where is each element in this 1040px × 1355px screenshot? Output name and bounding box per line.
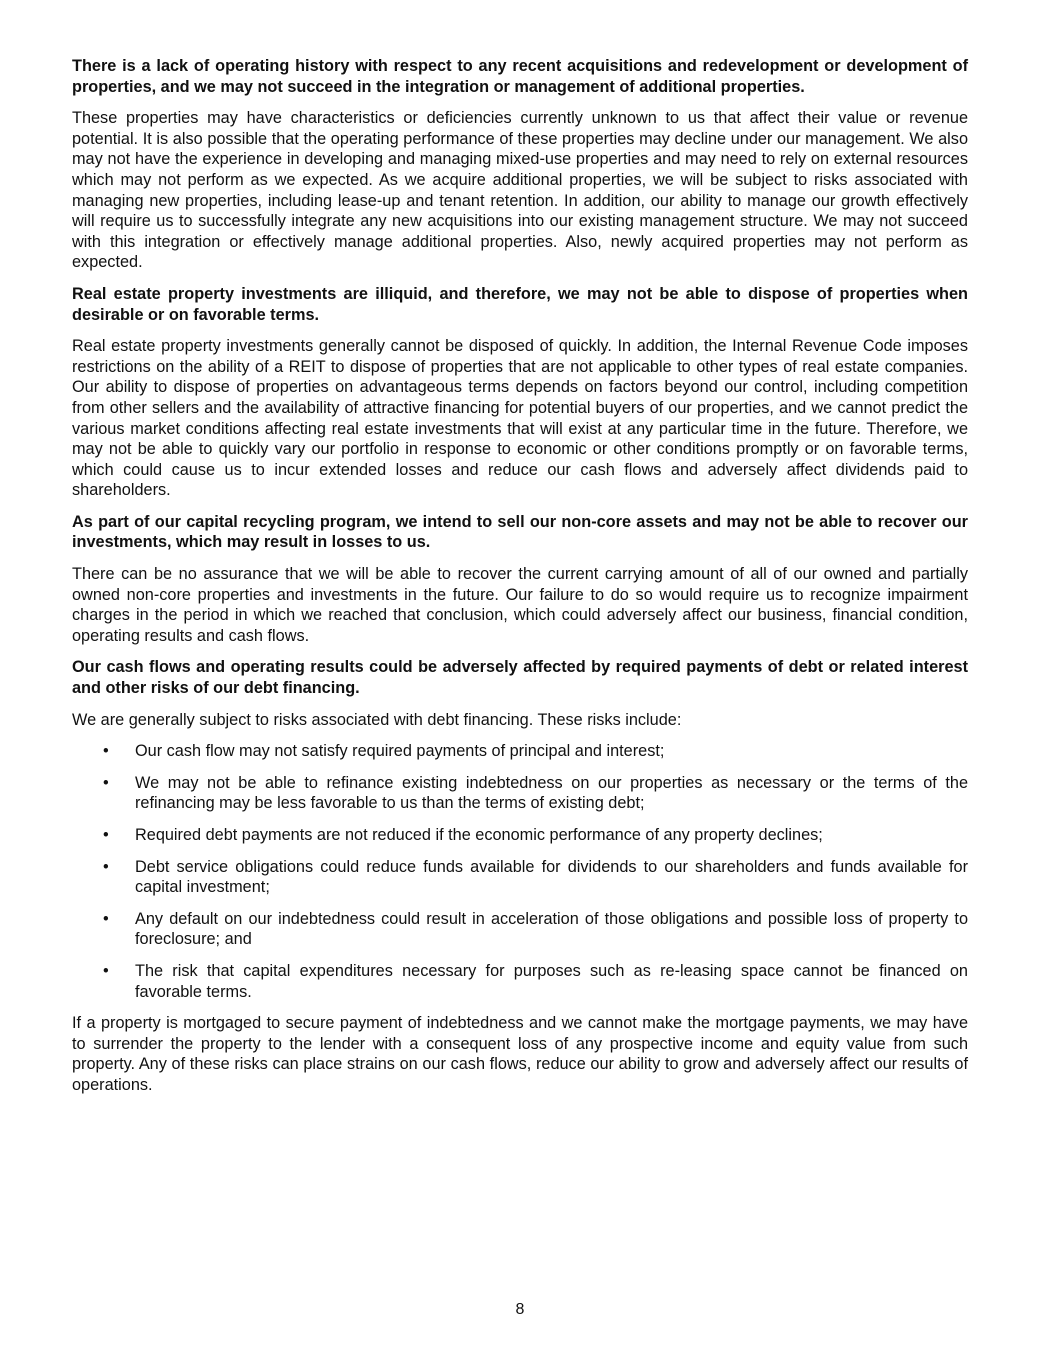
bullet-marker: • xyxy=(103,961,109,980)
section-body-illiquid-investments: Real estate property investments generally cannot be disposed of quickly. In addition, the Internal Revenue Code imposes restrictions on the ability of a REIT to dispose of properties that are not applicable to other types of real estate companies. Our ability to dispose of properties on advantageous terms depends on factors beyond our control, including competition from other sellers and the availability of attractive financing for potential buyers of our properties, and we cannot predict the various market conditions affecting real estate investments that will exist at any particular time in the future. Therefore, we may not be able to quickly vary our portfolio in response to economic or other conditions promptly or on favorable terms, which could cause us to incur extended losses and reduce our cash flows and adversely affect dividends paid to shareholders. xyxy=(72,337,968,500)
section-heading-illiquid-investments: Real estate property investments are illiquid, and therefore, we may not be able to dispose of properties when desirable or on favorable terms. xyxy=(72,284,968,324)
list-item-text: Debt service obligations could reduce funds available for dividends to our shareholders and funds available for capital investment; xyxy=(135,857,968,897)
list-item-text: Our cash flow may not satisfy required payments of principal and interest; xyxy=(135,742,665,761)
list-item xyxy=(72,741,968,762)
section-body-operating-history: These properties may have characteristics or deficiencies currently unknown to us that affect their value or revenue potential. It is also possible that the operating performance of these properties may decline under our management. We also may not have the experience in developing and managing mixed-use properties and may need to rely on external resources which may not perform as we expected. As we acquire additional properties, we will be subject to risks associated with managing new properties, including lease-up and tenant retention. In addition, our ability to manage our growth effectively will require us to successfully integrate any new acquisitions into our existing management structure. We may not succeed with this integration or effectively manage additional properties. Also, newly acquired properties may not perform as expected. xyxy=(72,109,968,272)
bullet-marker: • xyxy=(103,857,109,876)
section-heading-debt-financing: Our cash flows and operating results could be adversely affected by required payments of debt or related interest and other risks of our debt financing. xyxy=(72,658,968,698)
bullet-marker: • xyxy=(103,826,109,844)
section-body-capital-recycling: There can be no assurance that we will be able to recover the current carrying amount of all of our owned and partially owned non-core properties and investments in the future. Our failure to do so would require us to recognize impairment charges in the period in which we reached that conclusion, which could adversely affect our business, financial condition, operating results and cash flows. xyxy=(72,565,968,645)
bullet-marker: • xyxy=(103,773,109,792)
page-number: 8 xyxy=(515,1301,525,1318)
list-item xyxy=(72,961,968,1002)
list-item xyxy=(72,773,968,814)
debt-risk-list xyxy=(72,741,968,1002)
list-item xyxy=(72,857,968,898)
list-item xyxy=(72,825,968,846)
document-page xyxy=(72,56,968,1107)
section-heading-operating-history: There is a lack of operating history with respect to any recent acquisitions and redevelopment or development of properties, and we may not succeed in the integration or management of additional properties. xyxy=(72,57,968,96)
bullet-marker: • xyxy=(103,742,109,761)
list-item-text: We may not be able to refinance existing indebtedness on our properties as necessary or the terms of the refinancing may be less favorable to us than the terms of existing debt; xyxy=(135,773,968,813)
section-intro-debt-financing: We are generally subject to risks associated with debt financing. These risks include: xyxy=(72,710,682,729)
section-closing-debt-financing: If a property is mortgaged to secure payment of indebtedness and we cannot make the mortgage payments, we may have to surrender the property to the lender with a consequent loss of any prospective income and equity value from such property. Any of these risks can place strains on our cash flows, reduce our ability to grow and adversely affect our results of operations. xyxy=(72,1014,968,1094)
list-item-text: The risk that capital expenditures necessary for purposes such as re-leasing space cannot be financed on favorable terms. xyxy=(135,961,968,1001)
list-item-text: Any default on our indebtedness could result in acceleration of those obligations and possible loss of property to foreclosure; and xyxy=(135,909,968,949)
bullet-marker: • xyxy=(103,909,109,928)
section-heading-capital-recycling: As part of our capital recycling program, we intend to sell our non-core assets and may not be able to recover our investments, which may result in losses to us. xyxy=(72,512,968,552)
list-item-text: Required debt payments are not reduced if the economic performance of any property declines; xyxy=(135,826,823,844)
list-item xyxy=(72,909,968,950)
